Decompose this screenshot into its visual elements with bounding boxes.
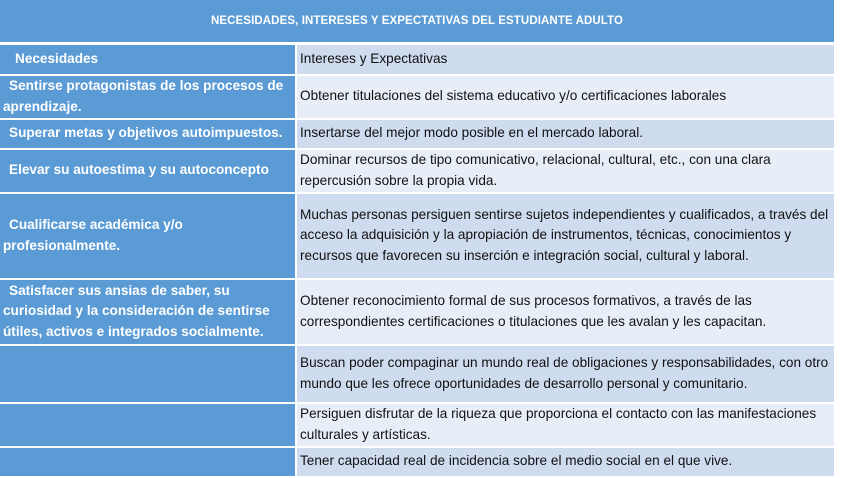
need-cell (0, 345, 296, 403)
title-row (0, 0, 834, 44)
table-row (0, 447, 834, 477)
table-row (0, 119, 834, 149)
need-cell: Sentirse protagonistas de los procesos de aprendizaje. (0, 75, 296, 119)
header-needs: Necesidades (0, 44, 296, 75)
interest-cell: Buscan poder compaginar un mundo real de obligaciones y responsabilidades, con otro mundo que les ofrece oportunidades de desarrollo personal y comunitario. (296, 345, 834, 403)
table-row (0, 345, 834, 403)
interest-cell: Insertarse del mejor modo posible en el mercado laboral. (296, 119, 834, 149)
need-cell: Cualificarse académica y/o profesionalmente. (0, 193, 296, 279)
header-interests: Intereses y Expectativas (296, 44, 834, 75)
table-row (0, 193, 834, 279)
table-row (0, 279, 834, 345)
need-cell (0, 447, 296, 477)
need-cell: Superar metas y objetivos autoimpuestos. (0, 119, 296, 149)
table-row (0, 149, 834, 193)
interest-cell: Obtener titulaciones del sistema educativo y/o certificaciones laborales (296, 75, 834, 119)
interest-cell: Dominar recursos de tipo comunicativo, relacional, cultural, etc., con una clara repercusión sobre la propia vida. (296, 149, 834, 193)
need-cell: Elevar su autoestima y su autoconcepto (0, 149, 296, 193)
need-cell (0, 403, 296, 447)
interest-cell: Obtener reconocimiento formal de sus procesos formativos, a través de las correspondientes certificaciones o titulaciones que les avalan y les capacitan. (296, 279, 834, 345)
table-row (0, 403, 834, 447)
header-row (0, 44, 834, 75)
interest-cell: Tener capacidad real de incidencia sobre el medio social en el que vive. (296, 447, 834, 477)
table-title: NECESIDADES, INTERESES Y EXPECTATIVAS DEL ESTUDIANTE ADULTO (0, 0, 834, 44)
need-cell: Satisfacer sus ansias de saber, su curiosidad y la consideración de sentirse útiles, activos e integrados socialmente. (0, 279, 296, 345)
interest-cell: Persiguen disfrutar de la riqueza que proporciona el contacto con las manifestaciones culturales y artísticas. (296, 403, 834, 447)
interest-cell: Muchas personas persiguen sentirse sujetos independientes y cualificados, a través del acceso la adquisición y la apropiación de instrumentos, técnicas, conocimientos y recursos que favorecen su inserción e integración social, cultural y laboral. (296, 193, 834, 279)
table-row (0, 75, 834, 119)
